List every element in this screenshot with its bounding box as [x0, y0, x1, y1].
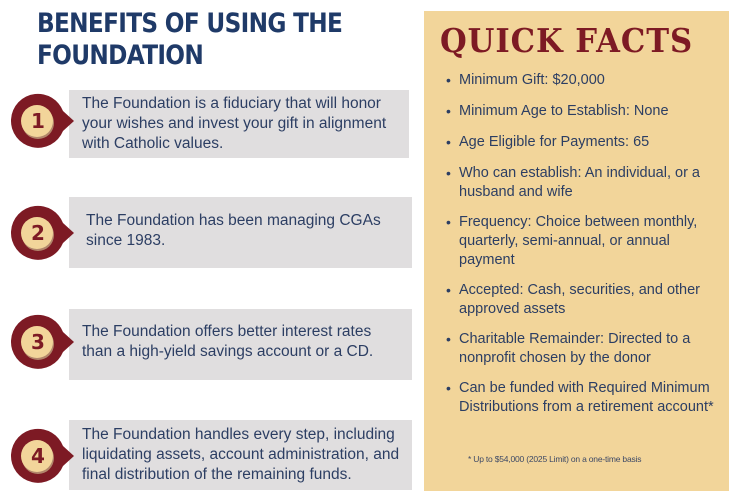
benefits-title: BENEFITS OF USING THE FOUNDATION: [37, 8, 343, 71]
fact-item-rmd-funding: [446, 379, 726, 417]
fact-text: Accepted: Cash, securities, and other approved assets: [459, 282, 700, 317]
fact-item-frequency: [446, 213, 726, 270]
bullet-icon: •: [446, 134, 451, 150]
fact-item-charitable-remainder: [446, 330, 726, 368]
marker-number: 1: [31, 109, 45, 133]
bullet-icon: •: [446, 103, 451, 119]
bullet-icon: •: [446, 214, 451, 230]
fact-text: Age Eligible for Payments: 65: [459, 134, 650, 150]
benefit-item-2: [0, 197, 420, 268]
marker-number: 3: [31, 330, 45, 354]
fact-item-min-age: [446, 102, 726, 121]
fact-text: Charitable Remainder: Directed to a nonprofit chosen by the donor: [459, 331, 691, 366]
benefit-text: The Foundation handles every step, including liquidating assets, account administration, and final distribution of the remaining funds.: [82, 426, 400, 483]
quick-facts-title: QUICK FACTS: [440, 21, 694, 60]
fact-text: Minimum Gift: $20,000: [459, 72, 605, 88]
fact-item-min-gift: [446, 71, 726, 90]
fact-text: Minimum Age to Establish: None: [459, 103, 669, 119]
benefit-item-4: [0, 420, 420, 490]
number-marker: [7, 314, 77, 370]
number-marker: [7, 428, 77, 484]
bullet-icon: •: [446, 72, 451, 88]
quick-facts-panel: [424, 11, 729, 491]
fact-text: Frequency: Choice between monthly, quarterly, semi-annual, or annual payment: [459, 214, 698, 268]
fact-item-who-can-establish: [446, 164, 726, 202]
benefit-text: The Foundation is a fiduciary that will honor your wishes and invest your gift in alignment with Catholic values.: [82, 95, 387, 152]
number-marker: [7, 93, 77, 149]
footnote: * Up to $54,000 (2025 Limit) on a one-time basis: [468, 454, 642, 464]
fact-item-age-eligible: [446, 133, 726, 152]
bullet-icon: •: [446, 165, 451, 181]
quick-facts-list: [446, 71, 726, 417]
marker-number: 2: [31, 221, 45, 245]
fact-item-accepted: [446, 281, 726, 319]
bullet-icon: •: [446, 331, 451, 347]
fact-text: Who can establish: An individual, or a husband and wife: [459, 165, 700, 200]
marker-number: 4: [31, 444, 45, 468]
number-marker: [7, 205, 77, 261]
fact-text: Can be funded with Required Minimum Distributions from a retirement account*: [459, 380, 714, 415]
benefit-item-3: [0, 309, 420, 380]
benefit-text: The Foundation has been managing CGAs since 1983.: [86, 212, 381, 249]
benefit-item-1: [0, 90, 420, 158]
bullet-icon: •: [446, 380, 451, 396]
benefit-text: The Foundation offers better interest rates than a high-yield savings account or a CD.: [82, 323, 374, 360]
bullet-icon: •: [446, 282, 451, 298]
